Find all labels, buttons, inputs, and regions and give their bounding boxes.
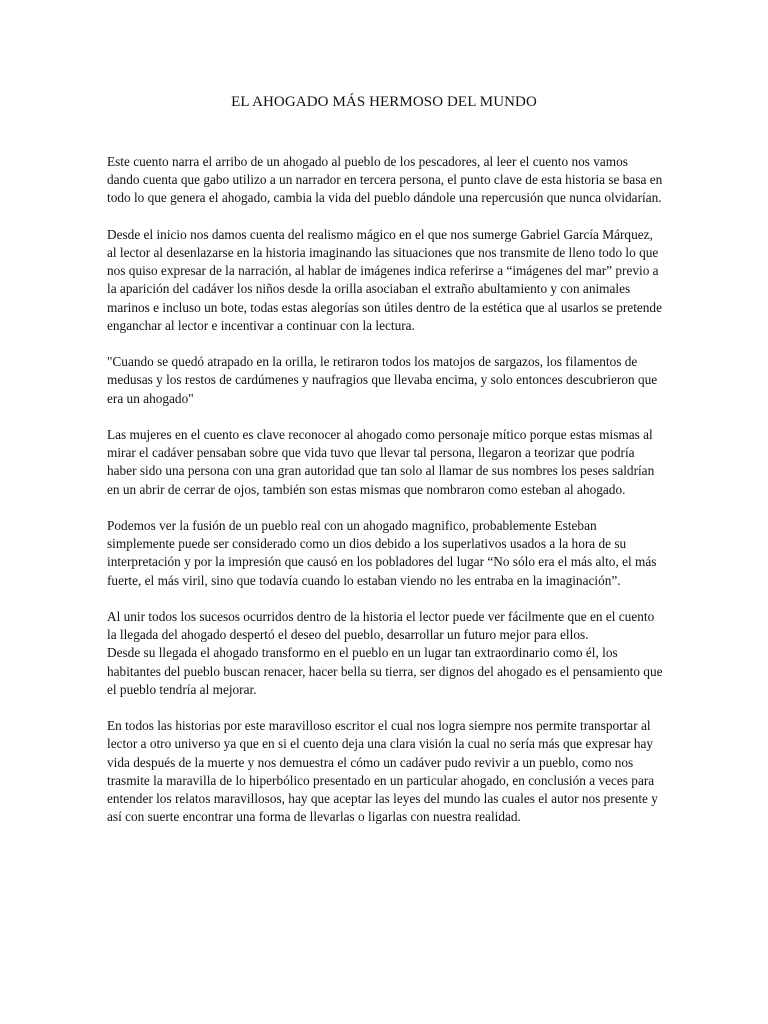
paragraph-intro: Este cuento narra el arribo de un ahogado al pueblo de los pescadores, al leer el cuento nos vamos dando cuenta que gabo utilizo a un narrador en tercera persona, el punto clave de esta historia se basa en todo lo que genera el ahogado, cambia la vida del pueblo dándole una repercusión que nunca olvidarían.: [107, 154, 663, 206]
paragraph-conclusion: En todos las historias por este maravilloso escritor el cual nos logra siempre nos permite transportar al lector a otro universo ya que en si el cuento deja una clara visión la cual no sería más que expresar hay vida después de la muerte y nos demuestra el cómo un cadáver pudo revivir a un pueblo, como nos trasmite la maravilla de lo hiperbólico presentado en un particular ahogado, en conclusión a veces para entender los relatos maravillosos, hay que aceptar las leyes del mundo las cuales el autor nos presente y así con suerte encontrar una forma de llevarlas o ligarlas con nuestra realidad.: [107, 718, 658, 825]
paragraph-quote: "Cuando se quedó atrapado en la orilla, le retiraron todos los matojos de sargazos, los filamentos de medusas y los restos de cardúmenes y naufragios que llevaba encima, y solo entonces descubrieron que era un ahogado": [107, 354, 658, 406]
paragraph-fusion: Podemos ver la fusión de un pueblo real con un ahogado magnifico, probablemente Esteban simplemente puede ser considerado como un dios debido a los superlativos usados a la hora de su interpretación y por la impresión que causó en los pobladores del lugar “No sólo era el más alto, el más fuerte, el más viril, sino que todavía cuando lo estaban viendo no les entraba en la imaginación”.: [107, 518, 657, 588]
paragraph-llegada: Desde su llegada el ahogado transformo en el pueblo en un lugar tan extraordinario como él, los habitantes del pueblo buscan renacer, hacer bella su tierra, ser dignos del ahogado es el pensamiento que el pueblo tendría al mejorar.: [107, 645, 663, 697]
paragraph-mujeres: Las mujeres en el cuento es clave reconocer al ahogado como personaje mítico porque estas mismas al mirar el cadáver pensaban sobre que vida tuvo que llevar tal persona, llegaron a teorizar que podría haber sido una persona con una gran autoridad que tan solo al llamar de sus nombres los peses saldrían en un abrir de cerrar de ojos, también son estas mismas que nombraron como esteban al ahogado.: [107, 427, 655, 497]
document-body: [107, 153, 663, 845]
paragraph-realismo-magico: Desde el inicio nos damos cuenta del realismo mágico en el que nos sumerge Gabriel García Márquez, al lector al desenlazarse en la historia imaginando las situaciones que nos transmite de lleno todo lo que nos quiso expresar de la narración, al hablar de imágenes indica referirse a “imágenes del mar” previo a la aparición del cadáver los niños desde la orilla asociaban el extraño abultamiento y con animales marinos e incluso un bote, todas estas alegorías son útiles dentro de la estética que al usarlos se pretende enganchar al lector e incentivar a continuar con la lectura.: [107, 226, 662, 333]
paragraph-sucesos: Al unir todos los sucesos ocurridos dentro de la historia el lector puede ver fácilmente que en el cuento la llegada del ahogado despertó el deseo del pueblo, desarrollar un futuro mejor para ellos.: [107, 609, 655, 643]
document-title: EL AHOGADO MÁS HERMOSO DEL MUNDO: [231, 94, 537, 110]
